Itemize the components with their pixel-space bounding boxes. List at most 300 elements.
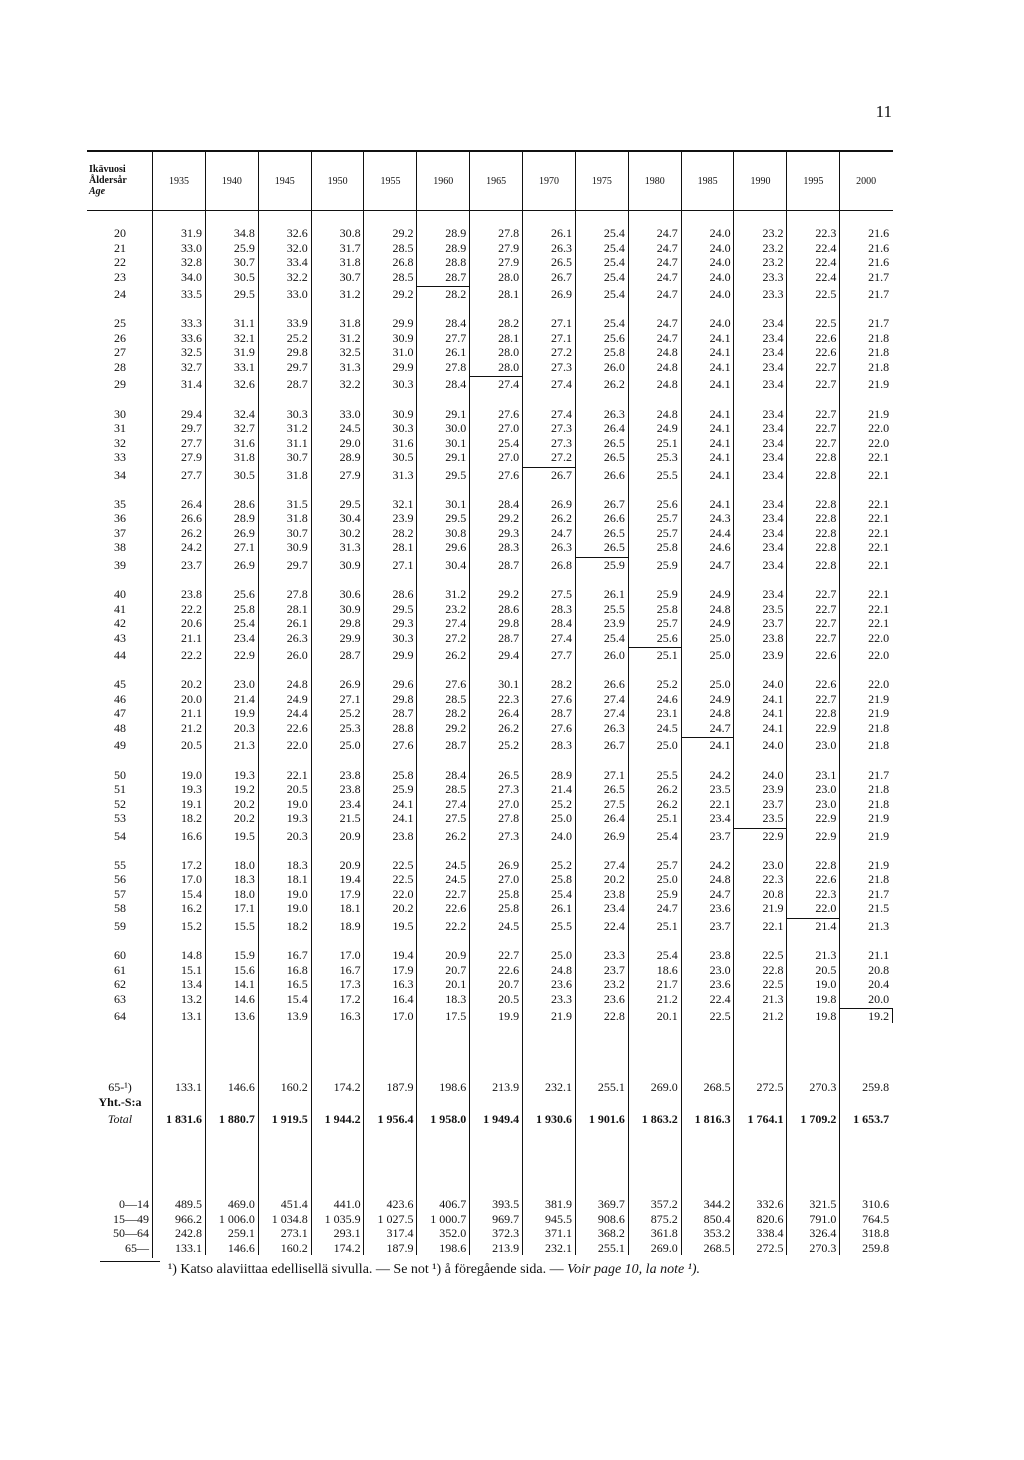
table-cell: 27.3 <box>551 359 573 374</box>
table-cell: 23.9 <box>762 782 784 797</box>
table-cell: 13.6 <box>233 1009 255 1024</box>
table-cell: 20.8 <box>762 886 784 901</box>
table-cell: 24.5 <box>339 421 361 436</box>
table-cell: 26.9 <box>233 557 255 572</box>
table-cell: 352.0 <box>439 1226 467 1240</box>
table-cell: 29.7 <box>286 359 308 374</box>
staircase-riser <box>681 647 682 737</box>
table-row <box>87 377 893 391</box>
table-cell: 25.5 <box>656 767 678 782</box>
table-cell: 21.1 <box>868 948 890 962</box>
table-row <box>87 706 893 720</box>
table-row <box>87 677 893 691</box>
table-cell: 28.3 <box>498 540 520 555</box>
table-cell: 372.3 <box>492 1226 520 1240</box>
table-cell: 28.7 <box>339 648 361 663</box>
table-cell: 26.6 <box>603 467 625 482</box>
table-cell: 26.2 <box>551 511 573 526</box>
table-cell: 23.9 <box>603 616 625 631</box>
staircase-riser <box>733 737 734 827</box>
table-cell: 28.7 <box>551 706 573 721</box>
table-cell: 23.8 <box>709 948 731 962</box>
table-cell: 18.0 <box>233 857 255 872</box>
table-cell: 23.3 <box>762 269 784 284</box>
table-cell: 25.0 <box>709 648 731 663</box>
table-cell: 160.2 <box>280 1080 308 1094</box>
table-cell: 20.5 <box>286 782 308 797</box>
table-cell: 30.0 <box>445 421 467 436</box>
table-cell: 146.6 <box>227 1240 255 1255</box>
table-cell: 27.9 <box>339 467 361 482</box>
table-cell: 25.4 <box>603 255 625 270</box>
table-cell: 25.4 <box>233 616 255 631</box>
table-cell: 26.2 <box>603 377 625 392</box>
age-label: 26 <box>114 330 126 345</box>
table-cell: 875.2 <box>650 1211 678 1226</box>
table-cell: 1 863.2 <box>641 1112 678 1126</box>
table-cell: 26.1 <box>603 587 625 601</box>
table-cell: 21.1 <box>181 706 202 721</box>
table-cell: 22.1 <box>868 525 890 540</box>
table-row <box>87 511 893 525</box>
table-cell: 30.9 <box>339 557 361 572</box>
table-cell: 21.8 <box>868 720 890 735</box>
table-cell: 21.7 <box>656 977 678 992</box>
table-cell: 26.0 <box>603 648 625 663</box>
table-cell: 23.6 <box>603 991 625 1006</box>
table-cell: 24.1 <box>762 706 784 721</box>
table-cell: 23.1 <box>815 767 837 782</box>
table-cell: 17.9 <box>339 886 361 901</box>
table-cell: 20.5 <box>815 962 837 977</box>
table-cell: 25.4 <box>603 287 625 302</box>
staircase-step <box>839 1008 892 1009</box>
table-cell: 24.7 <box>551 525 573 540</box>
table-cell: 19.3 <box>286 811 308 826</box>
table-cell: 17.2 <box>181 857 202 872</box>
table-cell: 25.8 <box>233 601 255 616</box>
table-cell: 19.0 <box>286 886 308 901</box>
table-cell: 28.5 <box>445 691 467 706</box>
table-header-rule <box>87 210 893 211</box>
table-cell: 24.0 <box>762 767 784 782</box>
table-cell: 269.0 <box>650 1080 678 1094</box>
table-row <box>87 602 893 616</box>
table-row <box>87 992 893 1006</box>
table-cell: 19.8 <box>815 1009 837 1024</box>
age-label: 58 <box>114 901 126 916</box>
age-label: 48 <box>114 720 126 735</box>
table-cell: 133.1 <box>175 1240 202 1255</box>
table-cell: 23.4 <box>339 796 361 811</box>
table-cell: 29.9 <box>392 648 414 663</box>
table-cell: 272.5 <box>756 1080 784 1094</box>
table-cell: 198.6 <box>439 1240 467 1255</box>
table-cell: 24.5 <box>656 720 678 735</box>
table-cell: 24.8 <box>656 345 678 360</box>
table-row <box>87 316 893 330</box>
table-row <box>87 858 893 872</box>
table-cell: 24.8 <box>656 359 678 374</box>
table-cell: 23.5 <box>709 782 731 797</box>
table-cell: 22.6 <box>815 872 837 887</box>
table-cell: 27.0 <box>498 872 520 887</box>
table-cell: 25.8 <box>498 886 520 901</box>
table-cell: 25.2 <box>551 796 573 811</box>
table-row <box>87 1009 893 1023</box>
table-cell: 22.2 <box>181 601 202 616</box>
table-cell: 22.5 <box>815 316 837 331</box>
row-label-header-fi: Ikävuosi <box>89 164 126 175</box>
age-label: 47 <box>114 706 126 721</box>
table-cell: 31.4 <box>181 377 202 392</box>
table-cell: 31.1 <box>286 435 308 450</box>
table-cell: 22.9 <box>815 811 837 826</box>
table-cell: 242.8 <box>175 1226 202 1240</box>
table-cell: 32.5 <box>181 345 202 360</box>
table-cell: 21.2 <box>762 1009 784 1024</box>
table-cell: 21.9 <box>868 377 890 392</box>
table-cell: 30.7 <box>286 525 308 540</box>
table-cell: 764.5 <box>862 1211 890 1226</box>
table-cell: 29.5 <box>392 601 414 616</box>
table-cell: 27.9 <box>498 255 520 270</box>
table-cell: 14.8 <box>181 948 202 962</box>
table-cell: 25.0 <box>339 738 361 753</box>
table-cell: 25.2 <box>498 738 520 753</box>
table-cell: 850.4 <box>703 1211 731 1226</box>
table-cell: 25.2 <box>286 330 308 345</box>
table-cell: 23.8 <box>392 828 414 843</box>
table-cell: 187.9 <box>386 1240 414 1255</box>
table-cell: 32.5 <box>339 345 361 360</box>
table-cell: 29.9 <box>392 316 414 331</box>
group-label: 65— <box>125 1240 149 1255</box>
table-cell: 30.4 <box>339 511 361 526</box>
table-cell: 791.0 <box>809 1211 837 1226</box>
age-label: 31 <box>114 421 126 436</box>
table-cell: 21.8 <box>868 872 890 887</box>
table-cell: 27.3 <box>498 828 520 843</box>
table-cell: 28.0 <box>498 345 520 360</box>
table-cell: 23.4 <box>762 525 784 540</box>
table-cell: 27.0 <box>498 450 520 465</box>
table-cell: 28.1 <box>286 601 308 616</box>
table-cell: 22.3 <box>498 691 520 706</box>
table-cell: 21.9 <box>868 828 890 843</box>
table-cell: 21.3 <box>233 738 255 753</box>
table-cell: 17.0 <box>339 948 361 962</box>
table-row <box>87 587 893 601</box>
table-cell: 23.7 <box>181 557 202 572</box>
table-cell: 21.8 <box>868 782 890 797</box>
table-cell: 33.0 <box>181 240 202 255</box>
age-label: 28 <box>114 359 126 374</box>
table-cell: 22.8 <box>815 467 837 482</box>
staircase-step <box>522 467 575 468</box>
table-cell: 18.3 <box>286 857 308 872</box>
year-header-1995: 1995 <box>803 176 824 187</box>
table-cell: 270.3 <box>809 1240 837 1255</box>
table-cell: 27.4 <box>603 857 625 872</box>
table-cell: 24.4 <box>286 706 308 721</box>
table-cell: 27.9 <box>181 450 202 465</box>
table-cell: 27.8 <box>286 587 308 601</box>
table-cell: 29.2 <box>392 287 414 302</box>
table-cell: 24.7 <box>656 226 678 240</box>
table-cell: 26.9 <box>603 828 625 843</box>
table-cell: 26.7 <box>603 496 625 511</box>
table-cell: 22.9 <box>815 828 837 843</box>
table-cell: 270.3 <box>809 1080 837 1094</box>
table-cell: 33.0 <box>286 287 308 302</box>
table-cell: 23.9 <box>762 648 784 663</box>
table-cell: 30.4 <box>445 557 467 572</box>
table-cell: 27.4 <box>445 616 467 631</box>
table-cell: 25.9 <box>656 587 678 601</box>
table-cell: 317.4 <box>386 1226 414 1240</box>
table-cell: 23.4 <box>762 435 784 450</box>
table-top-rule <box>87 150 893 152</box>
table-cell: 29.4 <box>181 406 202 421</box>
table-cell: 27.4 <box>551 377 573 392</box>
age-label: 55 <box>114 857 126 872</box>
table-cell: 213.9 <box>492 1240 520 1255</box>
age-label: 49 <box>114 738 126 753</box>
table-cell: 23.4 <box>762 587 784 601</box>
table-cell: 30.7 <box>286 450 308 465</box>
table-cell: 1 034.8 <box>271 1211 308 1226</box>
table-cell: 27.5 <box>551 587 573 601</box>
table-cell: 24.1 <box>709 359 731 374</box>
table-cell: 25.8 <box>656 601 678 616</box>
table-cell: 34.0 <box>181 269 202 284</box>
table-cell: 32.7 <box>233 421 255 436</box>
table-cell: 26.0 <box>603 359 625 374</box>
table-cell: 25.1 <box>656 918 678 933</box>
table-cell: 22.8 <box>815 450 837 465</box>
table-cell: 24.5 <box>445 872 467 887</box>
table-cell: 24.1 <box>392 796 414 811</box>
table-cell: 15.4 <box>181 886 202 901</box>
table-cell: 23.8 <box>339 767 361 782</box>
table-cell: 24.5 <box>445 857 467 872</box>
table-cell: 20.5 <box>181 738 202 753</box>
total-label-row <box>87 1095 893 1109</box>
table-cell: 26.4 <box>498 706 520 721</box>
table-row <box>87 887 893 901</box>
table-cell: 25.8 <box>603 345 625 360</box>
table-cell: 25.4 <box>603 226 625 240</box>
table-cell: 31.8 <box>233 450 255 465</box>
table-cell: 1 653.7 <box>853 1112 890 1126</box>
table-cell: 23.2 <box>762 255 784 270</box>
table-cell: 269.0 <box>650 1240 678 1255</box>
table-cell: 20.1 <box>656 1009 678 1024</box>
table-cell: 23.8 <box>339 782 361 797</box>
table-cell: 15.2 <box>181 918 202 933</box>
table-cell: 21.9 <box>868 691 890 706</box>
table-cell: 22.0 <box>868 421 890 436</box>
table-cell: 268.5 <box>703 1240 731 1255</box>
table-cell: 28.3 <box>551 601 573 616</box>
table-row <box>87 721 893 735</box>
table-cell: 19.5 <box>392 918 414 933</box>
table-cell: 22.8 <box>815 511 837 526</box>
table-cell: 20.9 <box>339 828 361 843</box>
table-cell: 20.2 <box>603 872 625 887</box>
age-65-label: 65-¹) <box>108 1080 132 1094</box>
table-cell: 20.2 <box>392 901 414 916</box>
table-row <box>87 829 893 843</box>
table-cell: 26.9 <box>233 525 255 540</box>
table-cell: 29.2 <box>445 720 467 735</box>
table-cell: 29.0 <box>339 435 361 450</box>
table-cell: 22.6 <box>286 720 308 735</box>
table-cell: 21.8 <box>868 738 890 753</box>
table-cell: 22.5 <box>392 872 414 887</box>
table-cell: 15.1 <box>181 962 202 977</box>
table-cell: 22.0 <box>868 648 890 663</box>
table-cell: 24.1 <box>709 450 731 465</box>
table-cell: 22.4 <box>815 255 837 270</box>
table-cell: 406.7 <box>439 1197 467 1211</box>
table-cell: 29.3 <box>498 525 520 540</box>
table-cell: 30.5 <box>233 467 255 482</box>
table-cell: 29.5 <box>445 511 467 526</box>
table-cell: 13.2 <box>181 991 202 1006</box>
table-cell: 29.6 <box>445 540 467 555</box>
table-cell: 22.7 <box>815 616 837 631</box>
table-row <box>87 287 893 301</box>
table-cell: 22.0 <box>868 677 890 692</box>
age-label: 35 <box>114 496 126 511</box>
table-cell: 18.1 <box>286 872 308 887</box>
table-cell: 18.9 <box>339 918 361 933</box>
table-cell: 24.0 <box>709 316 731 331</box>
table-cell: 26.5 <box>603 540 625 555</box>
table-cell: 20.7 <box>498 977 520 992</box>
group-label: 0—14 <box>119 1197 149 1211</box>
table-cell: 31.2 <box>286 421 308 436</box>
table-cell: 23.2 <box>762 226 784 240</box>
table-cell: 24.1 <box>709 738 731 753</box>
row-label-header-en: Age <box>89 186 106 197</box>
table-cell: 1 880.7 <box>218 1112 255 1126</box>
table-cell: 23.3 <box>762 287 784 302</box>
table-cell: 22.1 <box>868 496 890 511</box>
table-cell: 23.4 <box>762 330 784 345</box>
table-cell: 30.3 <box>392 377 414 392</box>
table-cell: 25.0 <box>656 738 678 753</box>
table-cell: 24.8 <box>286 677 308 692</box>
table-cell: 381.9 <box>545 1197 573 1211</box>
staircase-riser <box>892 1008 893 1023</box>
table-cell: 20.8 <box>868 962 890 977</box>
table-row <box>87 468 893 482</box>
table-cell: 25.4 <box>603 240 625 255</box>
table-cell: 371.1 <box>545 1226 573 1240</box>
table-cell: 24.7 <box>709 720 731 735</box>
table-cell: 272.5 <box>756 1240 784 1255</box>
table-cell: 24.7 <box>656 269 678 284</box>
table-cell: 22.6 <box>815 345 837 360</box>
table-cell: 26.5 <box>551 255 573 270</box>
table-cell: 30.3 <box>392 630 414 645</box>
table-cell: 23.0 <box>233 677 255 692</box>
table-cell: 23.3 <box>603 948 625 962</box>
table-cell: 32.2 <box>339 377 361 392</box>
table-cell: 30.5 <box>392 450 414 465</box>
table-cell: 28.1 <box>392 540 414 555</box>
table-cell: 27.4 <box>551 406 573 421</box>
table-cell: 19.2 <box>233 782 255 797</box>
table-cell: 32.2 <box>286 269 308 284</box>
table-cell: 28.1 <box>498 287 520 302</box>
table-cell: 310.6 <box>862 1197 890 1211</box>
table-cell: 27.7 <box>181 435 202 450</box>
table-cell: 27.1 <box>392 557 414 572</box>
age-label: 46 <box>114 691 126 706</box>
table-cell: 22.7 <box>815 421 837 436</box>
table-cell: 25.2 <box>656 677 678 692</box>
table-cell: 17.9 <box>392 962 414 977</box>
year-header-1955: 1955 <box>380 176 401 187</box>
table-cell: 25.0 <box>551 948 573 962</box>
age-label: 57 <box>114 886 126 901</box>
table-cell: 32.1 <box>233 330 255 345</box>
table-cell: 27.4 <box>603 706 625 721</box>
table-cell: 22.1 <box>868 450 890 465</box>
table-cell: 22.4 <box>709 991 731 1006</box>
table-cell: 255.1 <box>597 1240 625 1255</box>
staircase-step <box>416 286 469 287</box>
table-cell: 27.1 <box>603 767 625 782</box>
table-row <box>87 797 893 811</box>
age-label: 45 <box>114 677 126 692</box>
table-cell: 28.6 <box>498 601 520 616</box>
table-cell: 29.2 <box>392 226 414 240</box>
table-cell: 31.5 <box>286 496 308 511</box>
table-cell: 15.6 <box>233 962 255 977</box>
table-row <box>87 768 893 782</box>
table-cell: 1 006.0 <box>218 1211 255 1226</box>
table-cell: 24.0 <box>762 738 784 753</box>
table-cell: 25.9 <box>656 557 678 572</box>
table-cell: 24.2 <box>709 767 731 782</box>
table-cell: 30.2 <box>339 525 361 540</box>
table-cell: 16.6 <box>181 828 202 843</box>
table-cell: 20.2 <box>233 811 255 826</box>
year-header-1975: 1975 <box>591 176 612 187</box>
table-cell: 14.6 <box>233 991 255 1006</box>
table-cell: 369.7 <box>597 1197 625 1211</box>
table-cell: 26.7 <box>551 269 573 284</box>
table-cell: 28.7 <box>498 630 520 645</box>
age-label: 61 <box>114 962 126 977</box>
table-row <box>87 919 893 933</box>
table-cell: 17.0 <box>181 872 202 887</box>
staircase-riser <box>628 557 629 647</box>
table-cell: 22.9 <box>815 720 837 735</box>
table-cell: 31.6 <box>392 435 414 450</box>
table-cell: 22.7 <box>815 435 837 450</box>
table-cell: 24.8 <box>656 406 678 421</box>
table-cell: 20.0 <box>868 991 890 1006</box>
age-label: 53 <box>114 811 126 826</box>
table-cell: 24.1 <box>762 691 784 706</box>
footnote-text-fr: Voir page 10, la note ¹). <box>567 1262 701 1277</box>
